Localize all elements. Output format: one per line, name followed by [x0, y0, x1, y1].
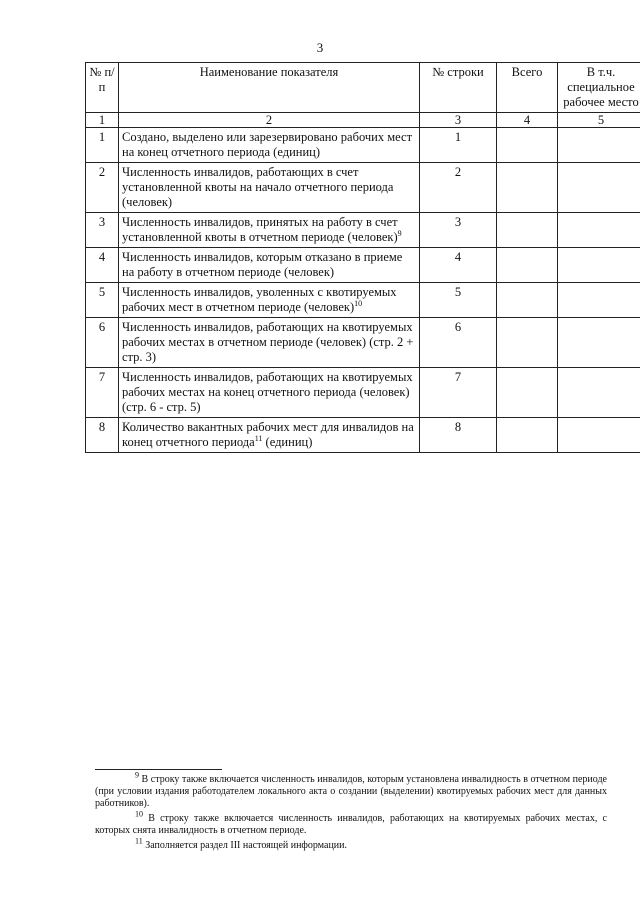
table-row	[86, 248, 640, 283]
footnote-mark: 10	[135, 809, 143, 819]
table-row	[86, 163, 640, 213]
line-number: 7	[420, 368, 497, 418]
column-number: 1	[86, 113, 119, 128]
header-indicator-name: Наименование показателя	[119, 63, 420, 113]
table-row	[86, 283, 640, 318]
report-table	[85, 62, 640, 453]
footnotes	[95, 769, 607, 855]
column-number: 3	[420, 113, 497, 128]
row-number: 2	[86, 163, 119, 213]
line-number: 4	[420, 248, 497, 283]
header-line-number: № строки	[420, 63, 497, 113]
header-special-workplace: В т.ч. специальное рабочее место	[558, 63, 640, 113]
total-cell[interactable]	[497, 213, 558, 248]
special-workplace-cell[interactable]	[558, 283, 640, 318]
line-number: 8	[420, 418, 497, 453]
special-workplace-cell[interactable]	[558, 318, 640, 368]
indicator-name: Численность инвалидов, работающих на квотируемых рабочих местах на конец отчетного периода (человек) (стр. 6 - стр. 5)	[119, 368, 420, 418]
line-number: 3	[420, 213, 497, 248]
line-number: 6	[420, 318, 497, 368]
footnote-mark: 11	[135, 836, 143, 846]
total-cell[interactable]	[497, 368, 558, 418]
column-numbers-row	[86, 113, 640, 128]
total-cell[interactable]	[497, 283, 558, 318]
indicator-name: Численность инвалидов, работающих на квотируемых рабочих местах в отчетном периоде (человек) (стр. 2 + стр. 3)	[119, 318, 420, 368]
row-number: 6	[86, 318, 119, 368]
header-number: № п/п	[86, 63, 119, 113]
indicator-name: Количество вакантных рабочих мест для инвалидов на конец отчетного периода	[122, 420, 414, 449]
row-number: 7	[86, 368, 119, 418]
row-number: 5	[86, 283, 119, 318]
total-cell[interactable]	[497, 418, 558, 453]
footnote	[95, 836, 607, 852]
indicator-name: Численность инвалидов, работающих в счет установленной квоты на начало отчетного периода (человек)	[119, 163, 420, 213]
special-workplace-cell[interactable]	[558, 368, 640, 418]
total-cell[interactable]	[497, 128, 558, 163]
footnote-ref: 9	[397, 228, 402, 238]
footnote-ref: 10	[354, 298, 363, 308]
column-number: 4	[497, 113, 558, 128]
page-number: 3	[316, 40, 324, 55]
line-number: 1	[420, 128, 497, 163]
special-workplace-cell[interactable]	[558, 163, 640, 213]
footnote-divider	[95, 769, 222, 770]
footnote-ref: 11	[254, 433, 263, 443]
special-workplace-cell[interactable]	[558, 213, 640, 248]
indicator-name-unit: (единиц)	[262, 435, 313, 449]
table-row	[86, 368, 640, 418]
line-number: 2	[420, 163, 497, 213]
total-cell[interactable]	[497, 163, 558, 213]
indicator-name: Создано, выделено или зарезервировано рабочих мест на конец отчетного периода (единиц)	[119, 128, 420, 163]
table-header-row	[86, 63, 640, 113]
total-cell[interactable]	[497, 248, 558, 283]
row-number: 3	[86, 213, 119, 248]
indicator-name-cell	[119, 213, 420, 248]
indicator-name: Численность инвалидов, принятых на работу в счет установленной квоты в отчетном периоде (человек)	[122, 215, 398, 244]
footnote-text: В строку также включается численность инвалидов, работающих на квотируемых рабочих местах, с которых снята инвалидность в отчетном периоде.	[95, 813, 607, 836]
row-number: 8	[86, 418, 119, 453]
line-number: 5	[420, 283, 497, 318]
indicator-name-cell	[119, 418, 420, 453]
table-row	[86, 418, 640, 453]
footnote	[95, 809, 607, 837]
column-number: 2	[119, 113, 420, 128]
footnote-text: Заполняется раздел III настоящей информации.	[142, 840, 348, 851]
special-workplace-cell[interactable]	[558, 128, 640, 163]
footnote	[95, 770, 607, 810]
table-row	[86, 318, 640, 368]
indicator-name: Численность инвалидов, которым отказано в приеме на работу в отчетном периоде (человек)	[119, 248, 420, 283]
special-workplace-cell[interactable]	[558, 248, 640, 283]
footnote-mark: 9	[135, 770, 139, 780]
special-workplace-cell[interactable]	[558, 418, 640, 453]
indicator-name: Численность инвалидов, уволенных с квотируемых рабочих мест в отчетном периоде (человек)	[122, 285, 397, 314]
footnote-text: В строку также включается численность инвалидов, которым установлена инвалидность в отчетном периоде (при условии издания работодателем локального акта о создании (выделении) квотируемых рабочих мест для данных работников).	[95, 774, 607, 809]
column-number: 5	[558, 113, 640, 128]
table-row	[86, 213, 640, 248]
table-row	[86, 128, 640, 163]
row-number: 4	[86, 248, 119, 283]
header-total: Всего	[497, 63, 558, 113]
indicator-name-cell	[119, 283, 420, 318]
total-cell[interactable]	[497, 318, 558, 368]
row-number: 1	[86, 128, 119, 163]
